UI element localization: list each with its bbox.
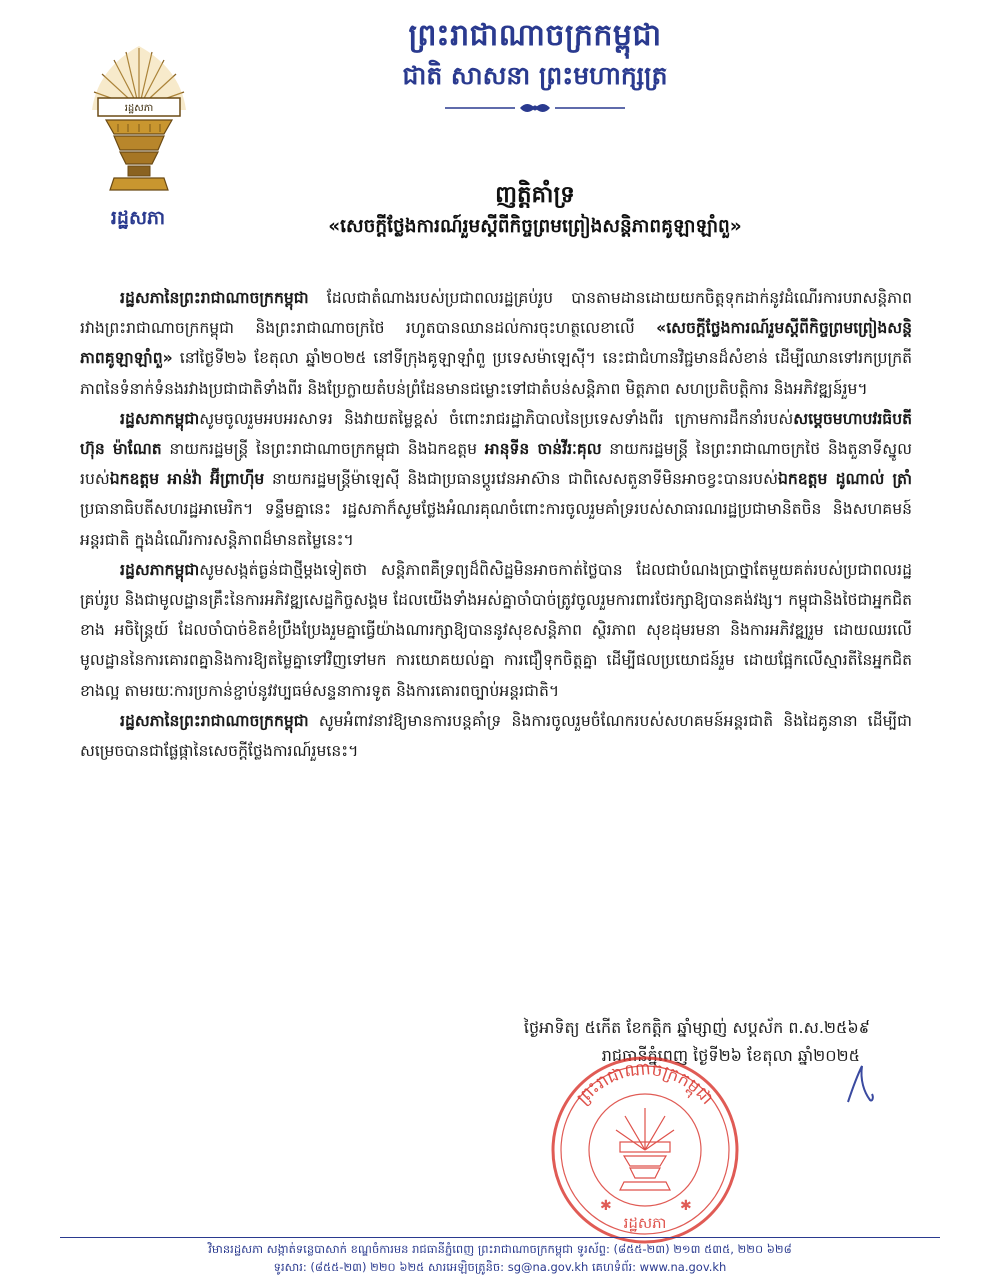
document-body	[80, 283, 912, 766]
p2-bold-name-1: សម្តេចមហាបវរធិបតី ហ៊ុន ម៉ាណែត	[80, 409, 912, 459]
document-type-title: ញត្តិគាំទ្រ	[495, 182, 575, 208]
document-footer	[60, 1240, 940, 1276]
p2-text-d: នាយករដ្ឋមន្ត្រីម៉ាឡេស៊ី និងជាប្រធានប្តូរវេនអាស៊ាន ជាពិសេសតួនាទីមិនអាចខ្វះបានរបស់	[264, 470, 778, 489]
kingdom-name: ព្រះរាជាណាចក្រកម្ពុជា	[408, 18, 662, 53]
svg-text:ព្រះរាជាណាចក្រកម្ពុជា	[573, 1059, 717, 1109]
footer-address-line: វិមានរដ្ឋសភា សង្កាត់ទន្លេបាសាក់ ខណ្ឌចំការមន រាជធានីភ្នំពេញ ព្រះរាជាណាចក្រកម្ពុជា ទូរស័ព្ទ: (៨៥៥-២៣) ២១៣ ៥៣៥, ២២០ ៦២៨	[208, 1242, 792, 1256]
svg-text:✱: ✱	[680, 1198, 692, 1214]
footer-contact-line: ទូរសារ: (៨៥៥-២៣) ២២០ ៦២៥ សារអេឡិចត្រូនិច: sg@na.gov.kh គេហទំព័រ: www.na.gov.kh	[273, 1260, 727, 1274]
document-header	[300, 14, 770, 94]
title-block	[150, 178, 920, 242]
p1-text-b: នៅថ្ងៃទី២៦ ខែតុលា ឆ្នាំ២០២៥ នៅទីក្រុងគូឡាឡាំពួ ប្រទេសម៉ាឡេស៊ី។ នេះជាជំហានវិជ្ជមានដ៏សំខាន់ ដើម្បីឈានទៅរកប្រក្រតីភាពនៃទំនាក់ទំនងរវាងប្រជាជាតិទាំងពីរ និងប្រែក្លាយតំបន់ព្រំដែនមានជម្លោះទៅជាតំបន់សន្តិភាព មិត្តភាព សហប្រតិបត្តិការ និងអភិវឌ្ឍន៍រួម។	[80, 349, 912, 398]
p3-text-a: សូមសង្កត់ធ្ងន់ជាថ្មីម្តងទៀតថា សន្តិភាពគឺទ្រព្យដ៏ពិសិដ្ឋមិនអាចកាត់ថ្លៃបាន ដែលជាបំណងប្រាថ្នាតែមួយគត់របស់ប្រជាពលរដ្ឋគ្រប់រូប និងជាមូលដ្ឋានគ្រឹះនៃការអភិវឌ្ឍសេដ្ឋកិច្ចសង្គម ដែលយើងទាំងអស់គ្នាចាំបាច់ត្រូវចូលរួមការពារថែរក្សាឱ្យបានគង់វង្ស។ កម្ពុជានិងថៃជាអ្នកជិតខាង អចិន្ត្រៃយ៍ ដែលចាំបាច់ខិតខំប្រឹងប្រែងរួមគ្នាធ្វើយ៉ាងណារក្សាឱ្យបាននូវសុខសន្តិភាព ស្ថិរភាព សុខដុមរមនា និងការអភិវឌ្ឍរួម ដោយឈរលើមូលដ្ឋាននៃការគោរពគ្នានិងការឱ្យតម្លៃគ្នាទៅវិញទៅមក ការយោគយល់គ្នា ការជឿទុកចិត្តគ្នា ដើម្បីផលប្រយោជន៍រួម ដោយផ្អែកលើស្មារតីនៃអ្នកជិតខាងល្អ តាមរយៈការប្រកាន់ខ្ជាប់នូវវប្បធម៌សន្ទនាការទូត និងការគោរពច្បាប់អន្តរជាតិ។	[80, 560, 912, 700]
p2-bold-name-3: ឯកឧត្តម អាន់វ៉ា អ៊ីព្រាហ៊ីម	[109, 470, 265, 489]
p2-bold-name-2: អានុទីន ចាន់វីរៈគុល	[484, 440, 602, 459]
national-motto: ជាតិ សាសនា ព្រះមហាក្សត្រ	[402, 61, 668, 90]
paragraph-2	[80, 404, 912, 555]
signature-mark	[840, 1060, 880, 1110]
header-ornament-icon	[435, 98, 635, 118]
p1-text-a: ដែលជាតំណាងរបស់ប្រជាពលរដ្ឋគ្រប់រូប បានតាមដានដោយយកចិត្តទុកដាក់នូវដំណើរការបរាសន្តិភាព រវាងព្រះរាជាណាចក្រកម្ពុជា និងព្រះរាជាណាចក្រថៃ រហូតបានឈានដល់ការចុះហត្ថលេខាលើ	[80, 289, 912, 338]
p4-text-a: សូមអំពាវនាវឱ្យមានការបន្តគាំទ្រ និងការចូលរួមចំណែករបស់សហគមន៍អន្តរជាតិ និងដៃគូនានា ដើម្បីជាសម្រេចបានជាផ្លែផ្កានៃសេចក្តីថ្លែងការណ៍រួមនេះ។	[80, 711, 912, 761]
p1-bold-lead: រដ្ឋសភានៃព្រះរាជាណាចក្រកម្ពុជា	[120, 289, 309, 307]
paragraph-3	[80, 555, 912, 706]
official-seal	[540, 1050, 750, 1250]
paragraph-4	[80, 706, 912, 766]
solar-date: រាជធានីភ្នំពេញ ថ្ងៃទី២៦ ខែតុលា ឆ្នាំ២០២៥	[601, 1046, 860, 1065]
seal-ring-text: ព្រះរាជាណាចក្រកម្ពុជា	[573, 1059, 718, 1109]
p4-bold-lead: រដ្ឋសភានៃព្រះរាជាណាចក្រកម្ពុជា	[120, 711, 309, 730]
emblem-banner-text: រដ្ឋសភា	[124, 103, 154, 114]
footer-divider	[60, 1237, 940, 1238]
paragraph-1	[80, 283, 912, 404]
p2-text-a: សូមចូលរួមអបអរសាទរ និងវាយតម្លៃខ្ពស់ ចំពោះរាជរដ្ឋាភិបាលនៃប្រទេសទាំងពីរ ក្រោមការដឹកនាំរបស់	[199, 409, 794, 428]
national-assembly-emblem	[84, 40, 194, 200]
seal-stamp-icon	[540, 1050, 750, 1250]
document-subject: «សេចក្តីថ្លែងការណ៍រួមស្តីពីកិច្ចព្រមព្រៀងសន្តិភាពគូឡាឡាំពួ»	[328, 216, 742, 237]
p2-bold-name-4: ឯកឧត្តម ដូណាល់ ត្រាំ	[777, 470, 912, 489]
lunar-date: ថ្ងៃអាទិត្យ ៥កើត ខែកត្តិក ឆ្នាំម្សាញ់ សប្តស័ក ព.ស.២៥៦៩	[523, 1018, 870, 1037]
p2-text-b: នាយករដ្ឋមន្ត្រី នៃព្រះរាជាណាចក្រកម្ពុជា និងឯកឧត្តម	[161, 440, 485, 459]
p3-bold-lead: រដ្ឋសភាកម្ពុជា	[120, 560, 200, 579]
emblem-label: រដ្ឋសភា	[110, 207, 166, 229]
seal-bottom-text: រដ្ឋសភា	[623, 1214, 667, 1232]
p2-bold-lead: រដ្ឋសភាកម្ពុជា	[120, 409, 200, 428]
p2-text-c: នាយករដ្ឋមន្ត្រី នៃព្រះរាជាណាចក្រថៃ និងតួនាទីស្នូល របស់	[80, 440, 912, 489]
p1-bold-quote: «សេចក្តីថ្លែងការណ៍រួមស្តីពីកិច្ចព្រមព្រៀងសន្តិភាពគូឡាឡាំពួ»	[80, 319, 912, 368]
emblem-icon	[84, 40, 194, 200]
p2-text-e: ប្រធានាធិបតីសហរដ្ឋអាមេរិក។ ទន្ទឹមគ្នានេះ រដ្ឋសភាក៏សូមថ្លែងអំណរគុណចំពោះការចូលរួមគាំទ្ររបស់សាធារណរដ្ឋប្រជាមានិតចិន និងសហគមន៍អន្តរជាតិ ក្នុងដំណើរការសន្តិភាពដ៏មានតម្លៃនេះ។	[80, 500, 912, 549]
svg-text:✱: ✱	[600, 1198, 612, 1214]
